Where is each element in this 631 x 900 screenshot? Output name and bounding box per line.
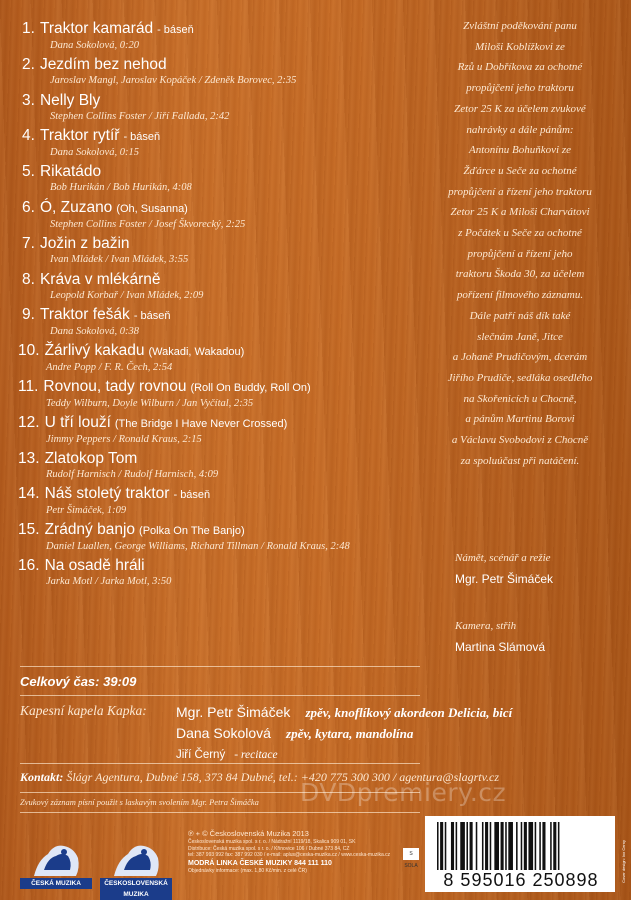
track-credit: Petr Šimáček, 1:09: [46, 505, 127, 517]
divider-contact: [20, 763, 420, 764]
track-title-line: [22, 235, 188, 253]
track-original-title: (Oh, Susanna): [116, 203, 188, 215]
track-item: [22, 20, 194, 52]
track-original-title: (The Bridge I Have Never Crossed): [114, 417, 288, 430]
track-credit: Rudolf Harnisch / Rudolf Harnisch, 4:09: [46, 468, 219, 480]
track-number: 11.: [18, 378, 39, 395]
barcode-bars: [437, 822, 605, 870]
horse-emblem-icon: [110, 840, 162, 878]
track-title-line: [22, 163, 192, 181]
track-number: 8.: [22, 270, 35, 288]
total-time: Celkový čas: 39:09: [20, 674, 137, 689]
thanks-line: Dále patří náš dík také: [469, 309, 571, 322]
thanks-line: nahrávky a dále pánům:: [466, 123, 574, 136]
barcode-bar: [476, 822, 478, 870]
track-title: Traktor fešák: [39, 306, 130, 324]
sola-badge: S SOLA: [403, 848, 419, 860]
thanks-line: Jiřího Prudiče, sedláka osedlého: [447, 371, 593, 384]
track-item: [18, 521, 350, 553]
divider-total: [20, 666, 420, 667]
track-title: Ó, Zuzano: [39, 199, 113, 216]
track-item: [22, 163, 192, 194]
track-number: 12.: [18, 413, 40, 431]
thanks-line: propůjčení jeho traktoru: [466, 82, 574, 95]
track-item: [18, 342, 244, 374]
barcode-bar: [485, 822, 488, 870]
track-credit: Stephen Collins Foster / Josef Škvorecký, 2:25: [50, 219, 246, 230]
barcode-number: 8 595016 250898: [443, 870, 599, 890]
director-name: Mgr. Petr Šimáček: [455, 572, 554, 586]
track-original-title: (Polka On The Banjo): [139, 525, 245, 538]
thanks-line: traktoru Škoda 30, za účelem: [455, 268, 585, 281]
band-member-2: [176, 723, 413, 742]
band-member-1: [176, 702, 512, 721]
thanks-line: a pánům Martinu Borovi: [465, 413, 575, 426]
track-note: - báseň: [157, 24, 194, 36]
horse-emblem-icon: [30, 840, 82, 878]
track-item: [18, 450, 218, 481]
track-number: 13.: [18, 449, 40, 467]
thanks-line: propůjčení a řízení jeho: [467, 247, 573, 260]
track-title: Žárlivý kakadu: [44, 342, 145, 360]
thanks-line: a Václavu Svobodovi z Chocně: [451, 434, 589, 447]
band-member-3: [176, 743, 278, 762]
fineprint-line: Československá muzika spol. s r. o. / Nádražní 1119/18, Skalica 909 01, SK: [188, 839, 356, 845]
track-number: 14.: [18, 485, 40, 503]
track-number: 10.: [18, 342, 40, 360]
track-number: 4.: [22, 127, 35, 145]
track-number: 2.: [22, 55, 35, 73]
member-role: zpěv, knoflíkový akordeon Delicia, bicí: [305, 705, 513, 720]
logo-text: ČESKOSLOVENSKÁ MUZIKA: [100, 878, 172, 900]
track-number: 5.: [22, 163, 35, 181]
barcode-bar: [451, 822, 454, 870]
track-item: [22, 56, 296, 87]
track-number: 9.: [22, 306, 35, 324]
director-label: Námět, scénář a režie: [455, 552, 551, 564]
track-item: [18, 485, 210, 517]
cover-design-credit: Cover design: Ivo Cerny: [621, 840, 626, 883]
copyright: ℗ + © Československá Muzika 2013: [188, 829, 309, 838]
track-title: Traktor rytíř: [39, 127, 120, 145]
track-credit: Leopold Korbař / Ivan Mládek, 2:09: [50, 289, 204, 301]
member-name: Dana Sokolová: [176, 725, 271, 741]
track-title: Náš stoletý traktor: [44, 485, 170, 503]
thanks-line: z Počátek u Seče za ochotné: [458, 227, 582, 240]
barcode-bar: [505, 822, 507, 870]
barcode-bar: [539, 822, 541, 870]
track-number: 7.: [22, 234, 35, 252]
contact-label: Kontakt:: [20, 770, 64, 784]
thanks-line: Zetor 25 K za účelem zvukové: [454, 102, 586, 115]
track-note: - báseň: [123, 131, 161, 144]
thanks-line: Zvláštní poděkování panu: [463, 20, 577, 32]
track-title: Rikatádo: [39, 163, 102, 181]
fineprint: [188, 828, 390, 874]
thanks-text: [430, 16, 610, 471]
band-label: Kapesní kapela Kapka:: [20, 703, 147, 718]
track-title-line: [22, 56, 296, 74]
member-role: - recitace: [234, 749, 278, 761]
track-title-line: [18, 450, 218, 468]
fineprint-line: tel: 387 993 992 fax: 387 992 030 / e-mail: aplus@ceska-muzika.cz / www.ceska-muzika.cz: [188, 852, 391, 859]
track-title: Jezdím bez nehod: [39, 55, 167, 73]
track-title-line: [18, 485, 210, 504]
track-number: 16.: [18, 557, 40, 574]
track-title-line: [18, 342, 244, 361]
track-item: [22, 271, 203, 302]
track-title-line: [18, 378, 311, 397]
thanks-line: Zetor 25 K a Miloši Charvátovi: [450, 206, 590, 219]
track-item: [22, 127, 160, 159]
barcode: [425, 816, 615, 892]
barcode-bar: [524, 822, 527, 870]
barcode-bar: [528, 822, 533, 870]
camera-name: Martina Slámová: [455, 640, 546, 654]
member-name: Mgr. Petr Šimáček: [176, 704, 291, 720]
thanks-line: Miloši Koblížkovi ze: [475, 40, 565, 53]
watermark: DVDpremiery.cz: [300, 778, 507, 807]
track-title: Traktor kamarád: [39, 20, 154, 37]
track-credit: Dana Sokolová, 0:15: [50, 147, 139, 159]
track-credit: Jaroslav Mangl, Jaroslav Kopáček / Zdeněk Borovec, 2:35: [50, 74, 297, 86]
track-title: U tří louží: [44, 413, 111, 431]
barcode-bar: [460, 822, 465, 870]
barcode-bar: [535, 822, 537, 870]
track-title-line: [22, 20, 194, 39]
barcode-bar: [553, 822, 556, 870]
contact-text: Šlágr Agentura, Dubné 158, 373 84 Dubné, tel.: +420 775 300 300 / agentura@slagrtv.cz: [66, 770, 500, 784]
logo-text: ČESKÁ MUZIKA: [20, 878, 92, 889]
track-original-title: (Wakadi, Wakadou): [148, 346, 245, 359]
barcode-bar: [521, 822, 523, 870]
track-number: 15.: [18, 521, 40, 539]
hotline: MODRÁ LINKA ČESKÉ MUZIKY 844 111 110: [188, 859, 332, 867]
thanks-line: a Johaně Prudičovým, dcerám: [452, 351, 588, 364]
track-title-line: [22, 306, 171, 325]
thanks-line: propůjčení a řízení jeho traktoru: [448, 185, 592, 198]
track-number: 6.: [22, 199, 35, 216]
track-title: Rovnou, tady rovnou: [43, 378, 187, 395]
track-credit: Stephen Collins Foster / Jiří Fallada, 2:42: [50, 110, 230, 122]
divider-bottom: [20, 812, 420, 813]
track-title-line: [18, 414, 287, 433]
barcode-bar: [456, 822, 458, 870]
track-item: [22, 92, 229, 123]
barcode-bar: [494, 822, 499, 870]
barcode-bar: [558, 822, 560, 870]
track-credit: Jarka Motl / Jarka Motl, 3:50: [46, 576, 172, 587]
track-title-line: [18, 521, 350, 540]
track-title-line: [22, 127, 160, 146]
ceskoslovenska-muzika-logo: [100, 840, 172, 898]
track-credit: Teddy Wilburn, Doyle Wilburn / Jan Vyčítal, 2:35: [46, 398, 254, 409]
fineprint-line: Distribuce: Česká muzika spol. s r. o. / Křinovice 106 / Dubné 373 84, CZ: [188, 845, 350, 852]
track-note: - báseň: [133, 310, 171, 323]
track-title: Jožin z bažin: [39, 234, 130, 252]
thanks-line: za spoluúčast při natáčení.: [460, 454, 580, 467]
track-credit: Daniel Luallen, George Williams, Richard Tillman / Ronald Kraus, 2:48: [46, 541, 350, 553]
track-credit: Dana Sokolová, 0:38: [50, 326, 139, 338]
barcode-bar: [490, 822, 492, 870]
thanks-line: Žďárce u Seče za ochotné: [463, 164, 577, 177]
thanks-line: slečnám Janě, Jitce: [477, 330, 563, 343]
track-title-line: [22, 199, 245, 218]
barcode-bar: [466, 822, 468, 870]
track-credit: Bob Hurikán / Bob Hurikán, 4:08: [50, 182, 192, 194]
track-item: [22, 306, 171, 338]
track-credit: Dana Sokolová, 0:20: [50, 40, 139, 51]
barcode-bar: [516, 822, 518, 870]
track-title: Nelly Bly: [39, 91, 101, 109]
track-number: 1.: [22, 20, 35, 37]
track-item: [18, 414, 287, 446]
barcode-bar: [508, 822, 513, 870]
track-item: [22, 235, 188, 266]
thanks-line: Rzů u Dobříkova za ochotné: [457, 61, 583, 74]
barcode-bar: [550, 822, 552, 870]
member-name: Jiří Černý: [176, 749, 226, 761]
track-number: 3.: [22, 91, 35, 109]
track-credit: Ivan Mládek / Ivan Mládek, 3:55: [50, 253, 189, 265]
barcode-bar: [501, 822, 504, 870]
divider-band: [20, 695, 420, 696]
track-original-title: (Roll On Buddy, Roll On): [190, 382, 311, 394]
track-credit: Andre Popp / F. R. Čech, 2:54: [46, 362, 173, 374]
member-role: zpěv, kytara, mandolína: [286, 726, 414, 741]
track-title: Kráva v mlékárně: [39, 270, 161, 288]
track-title-line: [22, 271, 203, 289]
track-title: Zrádný banjo: [44, 521, 136, 539]
barcode-bar: [445, 822, 447, 870]
barcode-bar: [437, 822, 439, 870]
barcode-bar: [440, 822, 443, 870]
barcode-bar: [470, 822, 473, 870]
track-title-line: [18, 557, 171, 575]
ceska-muzika-logo: [20, 840, 92, 892]
track-credit: Jimmy Peppers / Ronald Kraus, 2:15: [46, 433, 202, 445]
track-item: [18, 557, 171, 588]
thanks-line: na Skořenicích u Chocně,: [463, 392, 577, 405]
track-title: Na osadě hráli: [44, 557, 145, 574]
thanks-line: Antonínu Bohuňkovi ze: [468, 144, 572, 157]
track-item: [22, 199, 245, 231]
barcode-bar: [482, 822, 484, 870]
track-item: [18, 378, 311, 410]
thanks-line: pořízení filmového záznamu.: [456, 289, 584, 302]
recording-permission-note: Zvukový záznam písní použit s laskavým svolením Mgr. Petra Šimáčka: [20, 797, 259, 807]
fineprint-line: Objednávky informace: (max. 1,80 Kč/min. z celé ČR): [188, 867, 307, 874]
barcode-bar: [542, 822, 545, 870]
track-title: Zlatokop Tom: [44, 449, 138, 467]
camera-label: Kamera, střih: [455, 620, 517, 632]
track-note: - báseň: [173, 489, 211, 502]
track-title-line: [22, 92, 229, 110]
